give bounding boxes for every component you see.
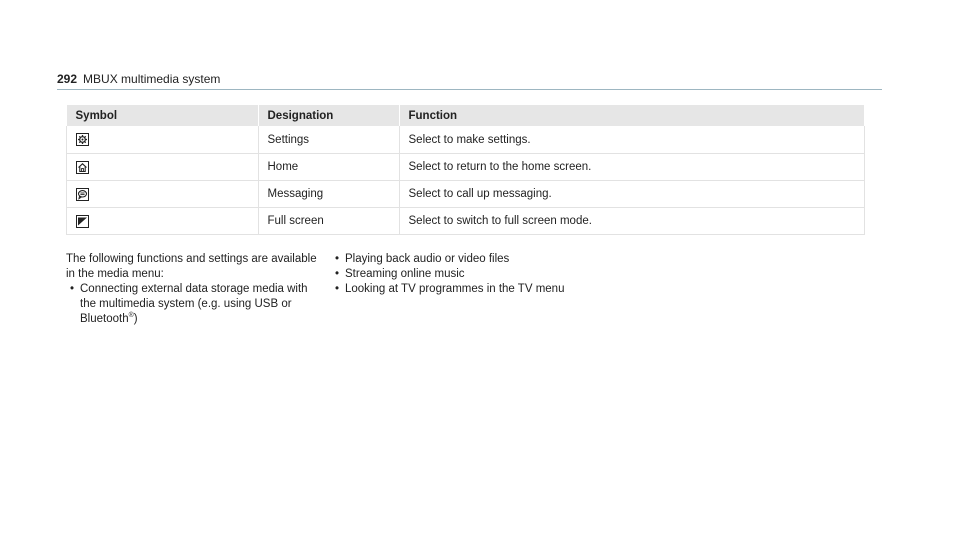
home-icon	[76, 161, 89, 174]
function-cell: Select to switch to full screen mode.	[399, 208, 865, 235]
intro-paragraph: The following functions and settings are available in the media menu:	[66, 253, 317, 280]
table-header-row	[67, 105, 865, 126]
header-divider	[57, 89, 882, 90]
table-row	[67, 208, 865, 235]
symbol-cell	[67, 154, 259, 181]
table-row	[67, 154, 865, 181]
table-row	[67, 126, 865, 154]
registered-mark: ®	[128, 312, 134, 320]
symbol-cell	[67, 126, 259, 154]
column-header-function: Function	[399, 105, 865, 126]
media-menu-features-column	[331, 252, 631, 297]
symbol-table	[66, 105, 865, 235]
designation-cell: Settings	[258, 126, 399, 154]
page-header	[57, 72, 220, 86]
function-cell: Select to make settings.	[399, 126, 865, 154]
full-screen-icon	[76, 215, 89, 228]
bullet-list	[66, 282, 326, 327]
messaging-icon	[76, 188, 89, 201]
function-cell: Select to return to the home screen.	[399, 154, 865, 181]
designation-cell: Messaging	[258, 181, 399, 208]
page-number: 292	[57, 72, 78, 86]
section-title: MBUX multimedia system	[83, 72, 221, 86]
list-item	[66, 282, 326, 327]
table-row	[67, 181, 865, 208]
bullet-list	[331, 252, 631, 297]
function-cell: Select to call up messaging.	[399, 181, 865, 208]
list-item: • Playing back audio or video files	[331, 252, 631, 267]
list-item: • Streaming online music	[331, 267, 631, 282]
column-header-designation: Designation	[258, 105, 399, 126]
designation-cell: Full screen	[258, 208, 399, 235]
designation-cell: Home	[258, 154, 399, 181]
list-item-suffix: )	[133, 313, 138, 325]
symbol-cell	[67, 181, 259, 208]
column-header-symbol: Symbol	[67, 105, 259, 126]
settings-gear-icon	[76, 133, 89, 146]
media-menu-intro-column	[66, 252, 326, 327]
symbol-cell	[67, 208, 259, 235]
list-item: • Looking at TV programmes in the TV menu	[331, 282, 631, 297]
list-item-text: Connecting external data storage media with the multimedia system (e.g. using USB or Bluetooth	[80, 283, 308, 325]
